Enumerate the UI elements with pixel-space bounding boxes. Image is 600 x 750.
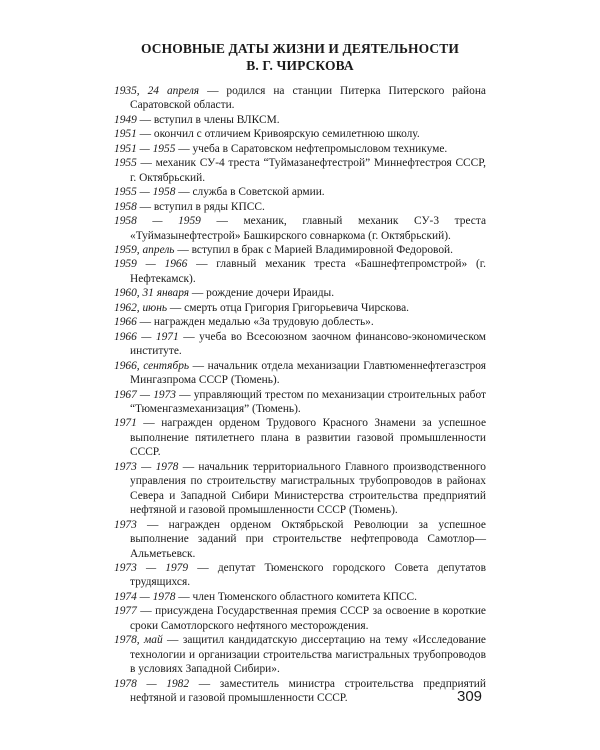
entry-date: 1973 — 1978 — [114, 460, 179, 473]
entry-date: 1959, апрель — [114, 243, 175, 256]
entry-date: 1958 — 1959 — [114, 215, 201, 228]
entry-text: — учеба во Всесоюзном заочном финансово-экономическом институте. — [130, 330, 487, 358]
entry-text: — вступил в ряды КПСС. — [136, 200, 265, 213]
chronology-entry — [114, 633, 486, 676]
entry-text: — служба в Советской армии. — [175, 186, 325, 199]
entry-text: — награжден орденом Октябрьской Революции за успешное выполнение заданий при строительстве нефтепровода Самотлор—Альметьевск. — [130, 518, 486, 560]
chronology-entry — [114, 590, 486, 604]
chronology-entry — [114, 677, 486, 706]
entry-text: — награжден орденом Трудового Красного Знамени за успешное выполнение пятилетнего плана в развитии газовой промышленности СССР. — [130, 417, 486, 459]
entry-text: — рождение дочери Ираиды. — [189, 287, 335, 300]
chronology-entry — [114, 460, 486, 518]
entry-text: — вступил в брак с Марией Владимировной Федоровой. — [174, 243, 453, 256]
chronology-entry — [114, 142, 486, 156]
chronology-entry — [114, 604, 486, 633]
chronology-entry — [114, 257, 486, 286]
chronology-entry — [114, 156, 486, 185]
page-number: 309 — [457, 688, 483, 705]
entry-date: 1935, 24 апреля — [114, 85, 200, 97]
entry-date: 1978, май — [114, 634, 163, 647]
entry-text: — управляющий трестом по механизации строительных работ “Тюменгазмеханизация” (Тюмень). — [130, 388, 487, 415]
entry-date: 1966 — 1971 — [114, 330, 179, 343]
chronology-entry — [114, 301, 486, 315]
chronology-list — [114, 84, 486, 705]
chronology-entry — [114, 561, 486, 590]
entry-text: — механик, главный механик СУ-3 треста «Туймазынефтестрой» Башкирского совнаркома (г. Октябрьский). — [130, 215, 487, 242]
chronology-entry — [114, 330, 486, 359]
entry-date: 1974 — 1978 — [114, 590, 176, 603]
entry-text: — награжден медалью «За трудовую доблесть». — [136, 316, 374, 329]
entry-date: 1973 — [114, 518, 137, 531]
entry-date: 1951 — [114, 128, 137, 141]
entry-date: 1978 — 1982 — [114, 677, 190, 690]
entry-text: — родился на станции Питерка Питерского района Саратовской области. — [130, 85, 486, 112]
entry-text: — заместитель министра строительства предприятий нефтяной и газовой промышленности СССР. — [130, 677, 486, 705]
chronology-entry — [114, 200, 486, 214]
entry-date: 1967 — 1973 — [114, 388, 177, 401]
chronology-entry — [114, 416, 486, 459]
entry-date: 1962, июнь — [114, 301, 168, 314]
chronology-entry — [114, 113, 486, 127]
chronology-entry — [114, 286, 486, 300]
chronology-entry — [114, 185, 486, 199]
entry-date: 1966, сентябрь — [114, 359, 190, 372]
entry-date: 1973 — 1979 — [114, 561, 189, 574]
entry-date: 1960, 31 января — [114, 287, 190, 300]
entry-date: 1977 — [114, 605, 137, 618]
entry-date: 1971 — [114, 417, 137, 430]
entry-date: 1955 — 1958 — [114, 186, 176, 199]
entry-date: 1959 — 1966 — [114, 258, 188, 271]
entry-text: — учеба в Саратовском нефтепромысловом техникуме. — [175, 142, 448, 155]
chronology-entry — [114, 243, 486, 257]
entry-date: 1951 — 1955 — [114, 142, 176, 155]
chronology-entry — [114, 359, 486, 388]
entry-text: — член Тюменского областного комитета КПСС. — [175, 590, 417, 603]
entry-text: — присуждена Государственная премия СССР за освоение в короткие сроки Самотлорского нефтяного месторождения. — [130, 605, 486, 632]
chronology-entry — [114, 214, 486, 243]
chronology-entry — [114, 518, 486, 561]
entry-date: 1955 — [114, 157, 137, 170]
entry-text: — главный механик треста «Башнефтепромстрой» (г. Нефтекамск). — [130, 258, 486, 285]
entry-text: — механик СУ-4 треста “Туймазанефтестрой” Миннефтестроя СССР, г. Октябрьский. — [130, 157, 486, 184]
entry-text: — окончил с отличием Кривоярскую семилетнюю школу. — [136, 128, 420, 141]
chronology-entry — [114, 388, 486, 417]
entry-date: 1966 — [114, 316, 137, 329]
entry-text: — депутат Тюменского городского Совета депутатов трудящихся. — [130, 561, 486, 589]
title-line-2: В. Г. ЧИРСКОВА — [246, 58, 354, 73]
entry-text: — начальник территориального Главного производственного управления по строительству магистральных трубопроводов в районах Севера и Западной Сибири Министерства строительства предприятий нефтяной и газовой промышленности СССР (Тюмень). — [130, 460, 486, 517]
entry-text: — вступил в члены ВЛКСМ. — [136, 113, 280, 126]
entry-date: 1958 — [114, 200, 137, 213]
entry-date: 1949 — [114, 113, 137, 126]
chronology-entry — [114, 315, 486, 329]
entry-text: — смерть отца Григория Григорьевича Чирскова. — [167, 301, 409, 314]
title-line-1: ОСНОВНЫЕ ДАТЫ ЖИЗНИ И ДЕЯТЕЛЬНОСТИ — [141, 41, 459, 56]
entry-text: — защитил кандидатскую диссертацию на тему «Исследование технологии и организации строительства магистральных трубопроводов в условиях Западной Сибири». — [130, 634, 486, 676]
entry-text: — начальник отдела механизации Главтюменнефтегазстроя Мингазпрома СССР (Тюмень). — [130, 359, 486, 387]
chronology-entry — [114, 84, 486, 113]
chronology-entry — [114, 127, 486, 141]
page-title — [0, 40, 600, 74]
